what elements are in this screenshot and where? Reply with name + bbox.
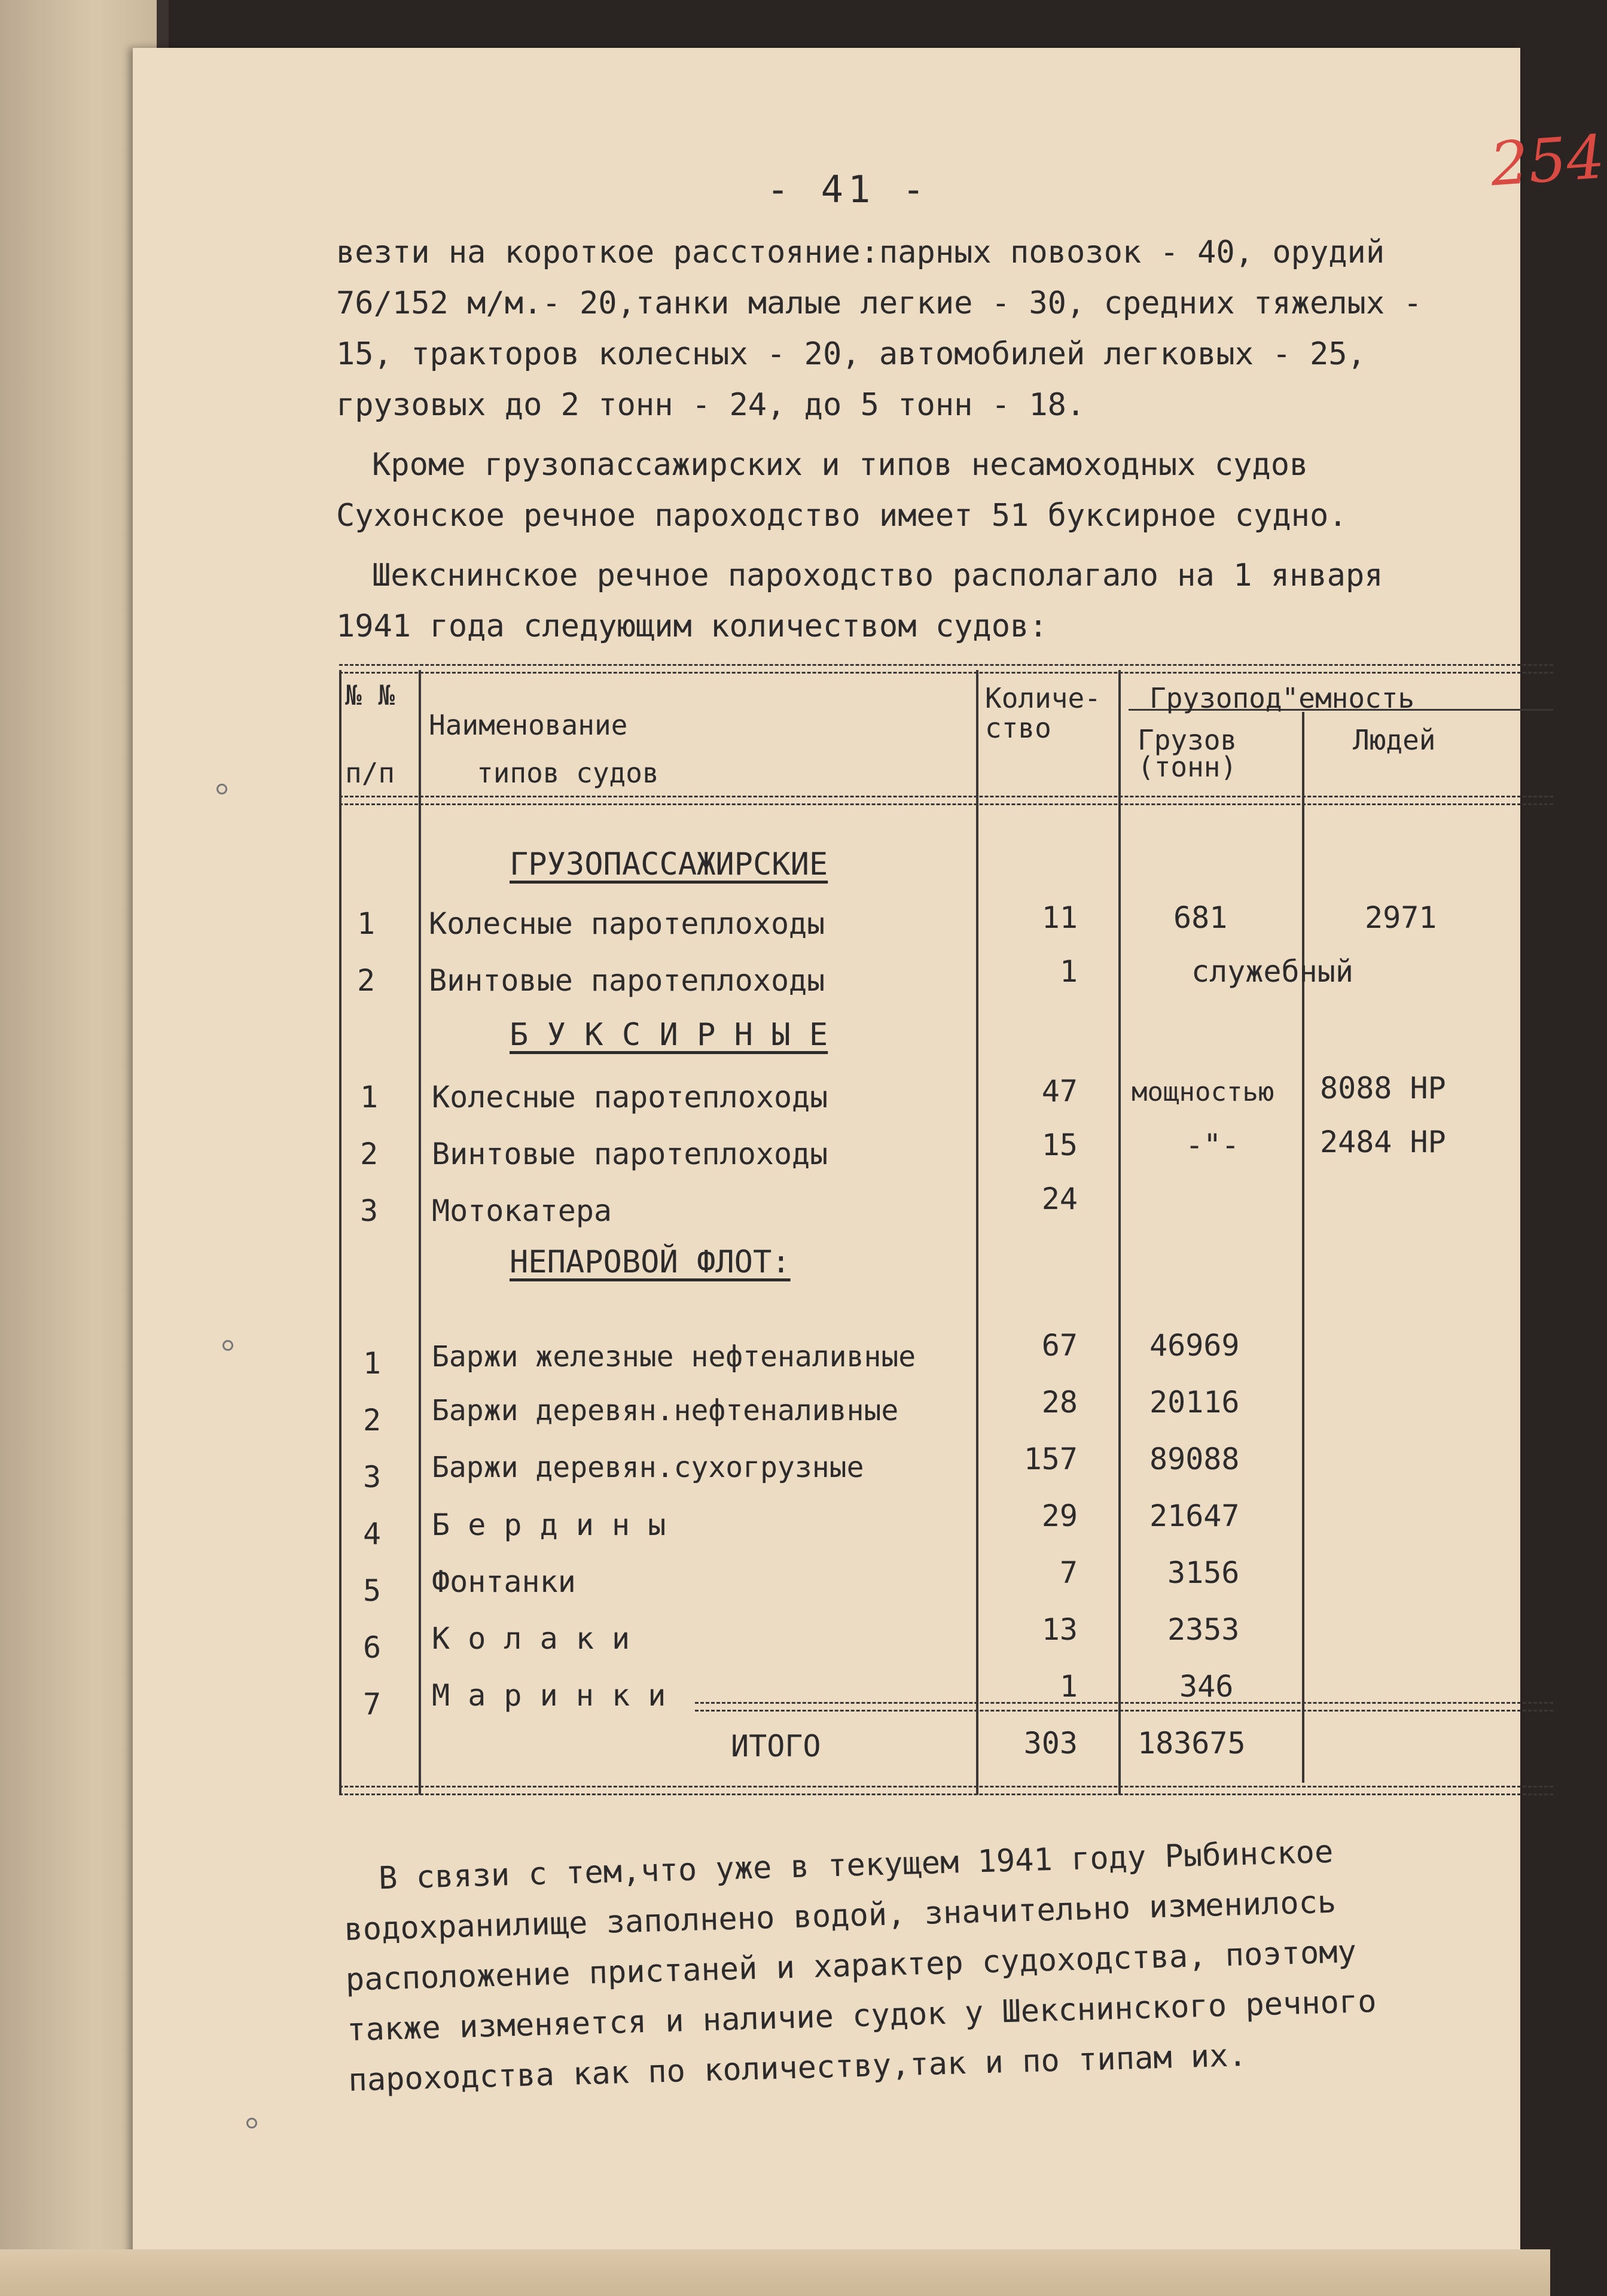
header-num-top: № № [345, 679, 395, 711]
header-capacity: Грузопод"емность [1149, 682, 1415, 714]
row-name: М а р и н к и [432, 1678, 666, 1713]
document-page [133, 48, 1607, 2296]
row-name: Колесные паротеплоходы [429, 906, 825, 941]
text-line: Сухонское речное пароходство имеет 51 буксирное судно. [336, 498, 1347, 534]
text-line: везти на короткое расстояние:парных повозок - 40, орудий [336, 235, 1385, 270]
section-title-tugboats: Б У К С И Р Н Ы Е [510, 1017, 828, 1053]
col-divider-cargo [1302, 712, 1304, 1783]
row-cargo: 89088 [1149, 1442, 1240, 1476]
row-num: 1 [363, 1346, 382, 1381]
row-cargo: мощностью [1132, 1077, 1274, 1107]
bottom-paragraph [342, 1826, 1379, 2106]
row-name: Фонтанки [432, 1564, 576, 1599]
row-people: 8088 НР [1320, 1071, 1446, 1106]
header-people: Людей [1353, 724, 1436, 756]
row-num: 4 [363, 1517, 382, 1551]
row-cargo: -"- [1185, 1128, 1240, 1162]
col-divider-qty [1118, 670, 1121, 1795]
total-qty: 303 [1023, 1726, 1078, 1761]
row-num: 2 [360, 1137, 379, 1171]
total-cargo: 183675 [1138, 1726, 1246, 1761]
row-name: Б е р д и н ы [432, 1508, 666, 1542]
row-num: 2 [357, 963, 376, 998]
top-paragraph [336, 227, 1422, 431]
row-num: 3 [360, 1193, 379, 1228]
header-separator [339, 796, 1553, 805]
row-qty: 1 [1059, 1669, 1078, 1704]
row-num: 1 [360, 1080, 379, 1114]
header-name-bottom: типов судов [477, 757, 659, 789]
row-num: 2 [363, 1403, 382, 1438]
page-number: - 41 - [767, 168, 929, 211]
header-cargo-top: Грузов [1138, 724, 1237, 756]
row-qty: 28 [1041, 1385, 1078, 1420]
text-line: пароходства как по количеству,так и по типам их. [347, 2037, 1248, 2099]
row-name: Мотокатера [432, 1193, 612, 1228]
row-qty: 13 [1041, 1612, 1078, 1647]
text-line: расположение пристаней и характер судоходства, поэтому [345, 1933, 1357, 1998]
header-qty-top: Количе- [985, 682, 1101, 714]
total-label: ИТОГО [731, 1729, 821, 1764]
row-name: Баржи деревян.сухогрузные [432, 1451, 864, 1484]
table-bottom-border [339, 1786, 1553, 1795]
row-name: Винтовые паротеплоходы [429, 963, 825, 998]
row-num: 3 [363, 1460, 382, 1494]
total-separator [695, 1702, 1553, 1712]
row-name: Баржи деревян.нефтеналивные [432, 1394, 899, 1427]
row-cargo: 21647 [1149, 1499, 1240, 1533]
row-people: 2484 НР [1320, 1125, 1446, 1159]
text-line: В связи с тем,что уже в текущем 1941 году Рыбинское [378, 1834, 1334, 1897]
row-cargo: 3156 [1167, 1555, 1240, 1590]
row-name: Винтовые паротеплоходы [432, 1137, 828, 1171]
text-line: 1941 года следующим количеством судов: [336, 608, 1048, 644]
row-people: 2971 [1365, 900, 1437, 935]
row-qty: 24 [1041, 1182, 1078, 1216]
header-cargo-bottom: (тонн) [1138, 751, 1237, 783]
col-divider-name [976, 670, 978, 1795]
row-cargo: 2353 [1167, 1612, 1240, 1647]
row-num: 7 [363, 1687, 382, 1722]
row-qty: 1 [1059, 954, 1078, 989]
table-top-border [339, 664, 1553, 674]
header-num-bottom: п/п [345, 757, 395, 789]
table-left-border [339, 670, 341, 1795]
row-name: Баржи железные нефтеналивные [432, 1340, 916, 1374]
row-note: служебный [1191, 954, 1353, 989]
bottom-edge [0, 2249, 1550, 2296]
row-name: Колесные паротеплоходы [432, 1080, 828, 1114]
punch-mark [222, 1340, 233, 1351]
row-num: 1 [357, 906, 376, 941]
text-line: также изменяется и наличие судок у Шекснинского речного [346, 1983, 1377, 2048]
third-paragraph [336, 550, 1383, 652]
punch-mark [216, 784, 227, 794]
text-line: Кроме грузопассажирских и типов несамоходных судов [372, 447, 1309, 483]
row-qty: 7 [1059, 1555, 1078, 1590]
row-qty: 11 [1041, 900, 1078, 935]
text-line: 15, тракторов колесных - 20, автомобилей легковых - 25, [336, 336, 1366, 372]
archive-number: 254 [1488, 121, 1607, 200]
row-cargo: 20116 [1149, 1385, 1240, 1420]
row-num: 6 [363, 1630, 382, 1665]
second-paragraph [336, 440, 1347, 541]
section-title-non-steam: НЕПАРОВОЙ ФЛОТ: [510, 1244, 791, 1280]
row-qty: 157 [1023, 1442, 1078, 1476]
row-cargo: 46969 [1149, 1328, 1240, 1363]
row-qty: 67 [1041, 1328, 1078, 1363]
row-qty: 15 [1041, 1128, 1078, 1162]
header-qty-bottom: ство [985, 712, 1051, 744]
text-line: водохранилище заполнено водой, значительно изменилось [343, 1884, 1337, 1948]
section-title-passenger: ГРУЗОПАССАЖИРСКИЕ [510, 846, 828, 882]
col-divider-num [419, 670, 421, 1795]
row-name: К о л а к и [432, 1621, 630, 1656]
row-cargo: 681 [1173, 900, 1228, 935]
row-cargo: 346 [1179, 1669, 1234, 1704]
punch-mark [246, 2118, 257, 2128]
text-line: 76/152 м/м.- 20,танки малые легкие - 30, средних тяжелых - [336, 285, 1422, 321]
row-num: 5 [363, 1573, 382, 1608]
text-line: Шекснинское речное пароходство располагало на 1 января [372, 558, 1383, 593]
row-qty: 47 [1041, 1074, 1078, 1109]
header-name-top: Наименование [429, 709, 628, 741]
row-qty: 29 [1041, 1499, 1078, 1533]
text-line: грузовых до 2 тонн - 24, до 5 тонн - 18. [336, 387, 1085, 423]
